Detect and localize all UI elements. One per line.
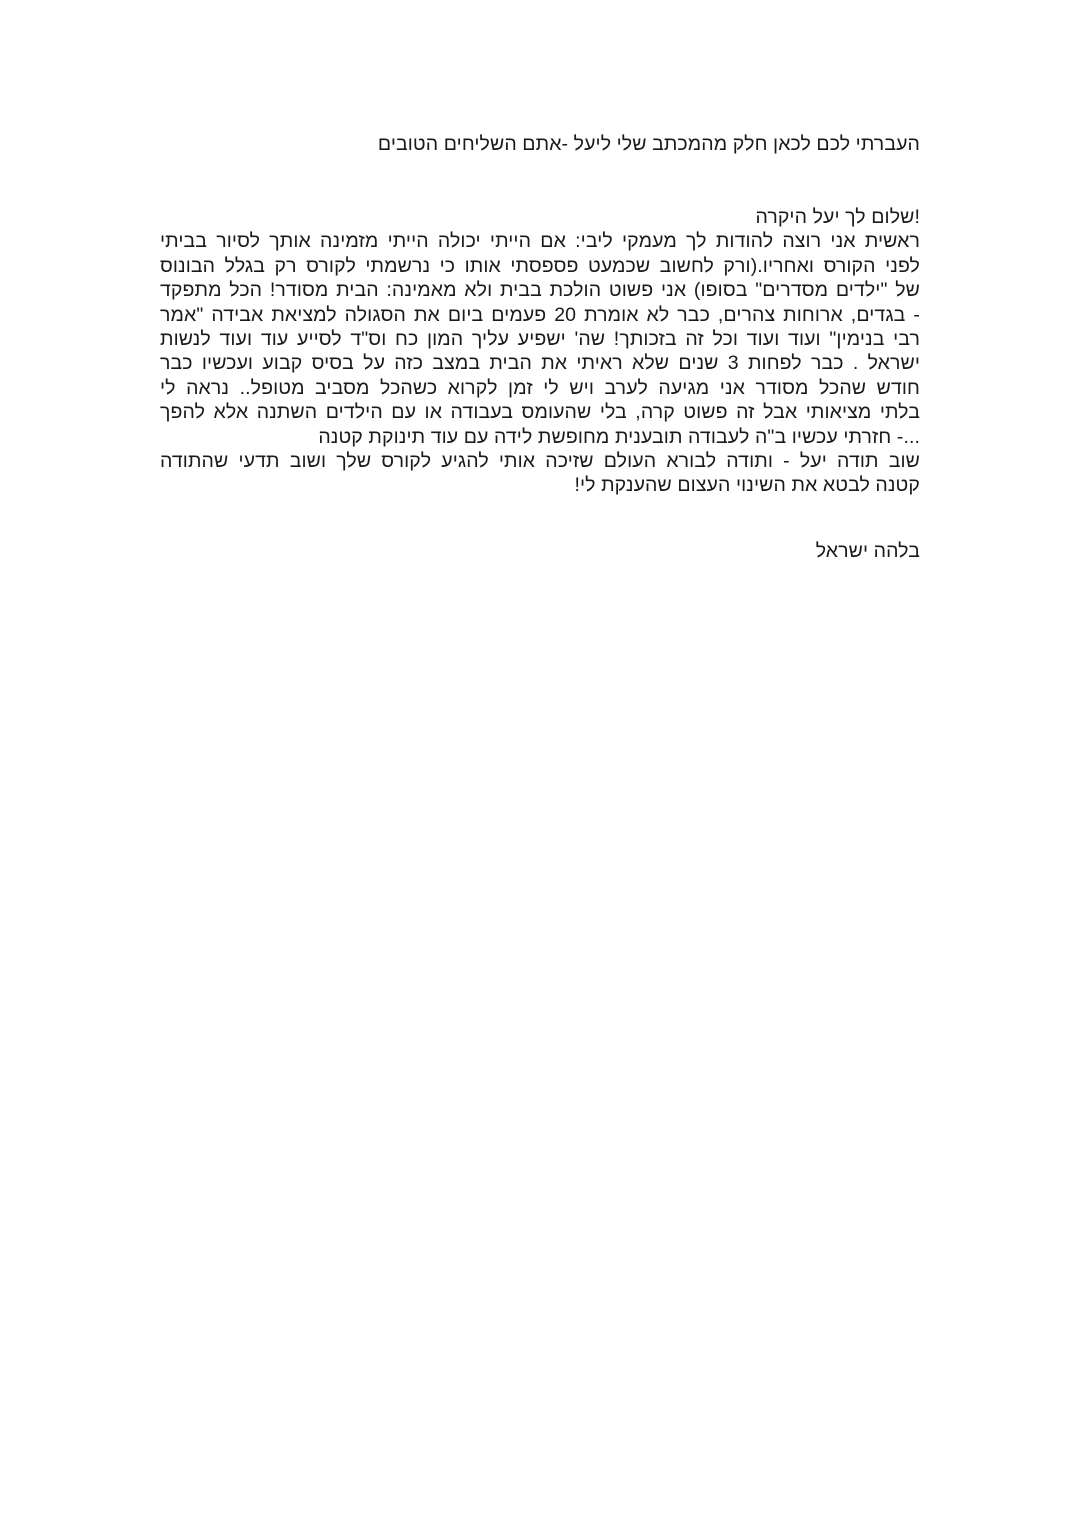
letter-greeting: !שלום לך יעל היקרה xyxy=(755,206,920,228)
letter-line: בלתי מציאותי אבל זה פשוט קרה, בלי שהעומס בעבודה או עם הילדים השתנה אלא להפך xyxy=(160,401,920,424)
letter-line: חודש שהכל מסודר אני מגיעה לערב ויש לי זמן לקרוא כשהכל מסביב מטופל.. נראה לי xyxy=(160,376,920,399)
letter-line: רבי בנימין" ועוד ועוד וכל זה בזכותך! שה' ישפיע עליך המון כח וס"ד לסייע עוד ועוד לנשות xyxy=(160,328,920,351)
letter-line: קטנה לבטא את השינוי העצום שהענקת לי! xyxy=(574,474,920,497)
letter-line: ישראל . כבר לפחות 3 שנים שלא ראיתי את הבית במצב כזה על בסיס קבוע ועכשיו כבר xyxy=(160,352,920,375)
intro-text xyxy=(160,130,920,158)
letter-line: שוב תודה יעל - ותודה לבורא העולם שזיכה אותי להגיע לקורס שלך ושוב תדעי שהתודה xyxy=(160,450,920,473)
letter-line: לפני הקורס ואחריו.(ורק לחשוב שכמעט פספסתי אותו כי נרשמתי לקורס רק בגלל הבונוס xyxy=(160,254,920,277)
intro-line: העברתי לכם לכאן חלק מהמכתב שלי ליעל -אתם השליחים הטובים xyxy=(377,133,920,155)
letter-line: ...- חזרתי עכשיו ב"ה לעבודה תובענית מחופשת לידה עם עוד תינוקת קטנה xyxy=(318,425,920,448)
letter-line: של "ילדים מסדרים" בסופו) אני פשוט הולכת בבית ולא מאמינה: הבית מסודר! הכל מתפקד xyxy=(160,279,920,302)
signature-name: בלהה ישראל xyxy=(815,540,920,562)
letter-line: - בגדים, ארוחות צהרים, כבר לא אומרת 20 פעמים ביום את הסגולה למציאת אבידה "אמר xyxy=(160,303,920,326)
letter-body xyxy=(160,205,920,498)
signature xyxy=(160,537,920,565)
letter-line: ראשית אני רוצה להודות לך מעמקי ליבי: אם הייתי יכולה הייתי מזמינה אותך לסיור בביתי xyxy=(160,230,920,253)
